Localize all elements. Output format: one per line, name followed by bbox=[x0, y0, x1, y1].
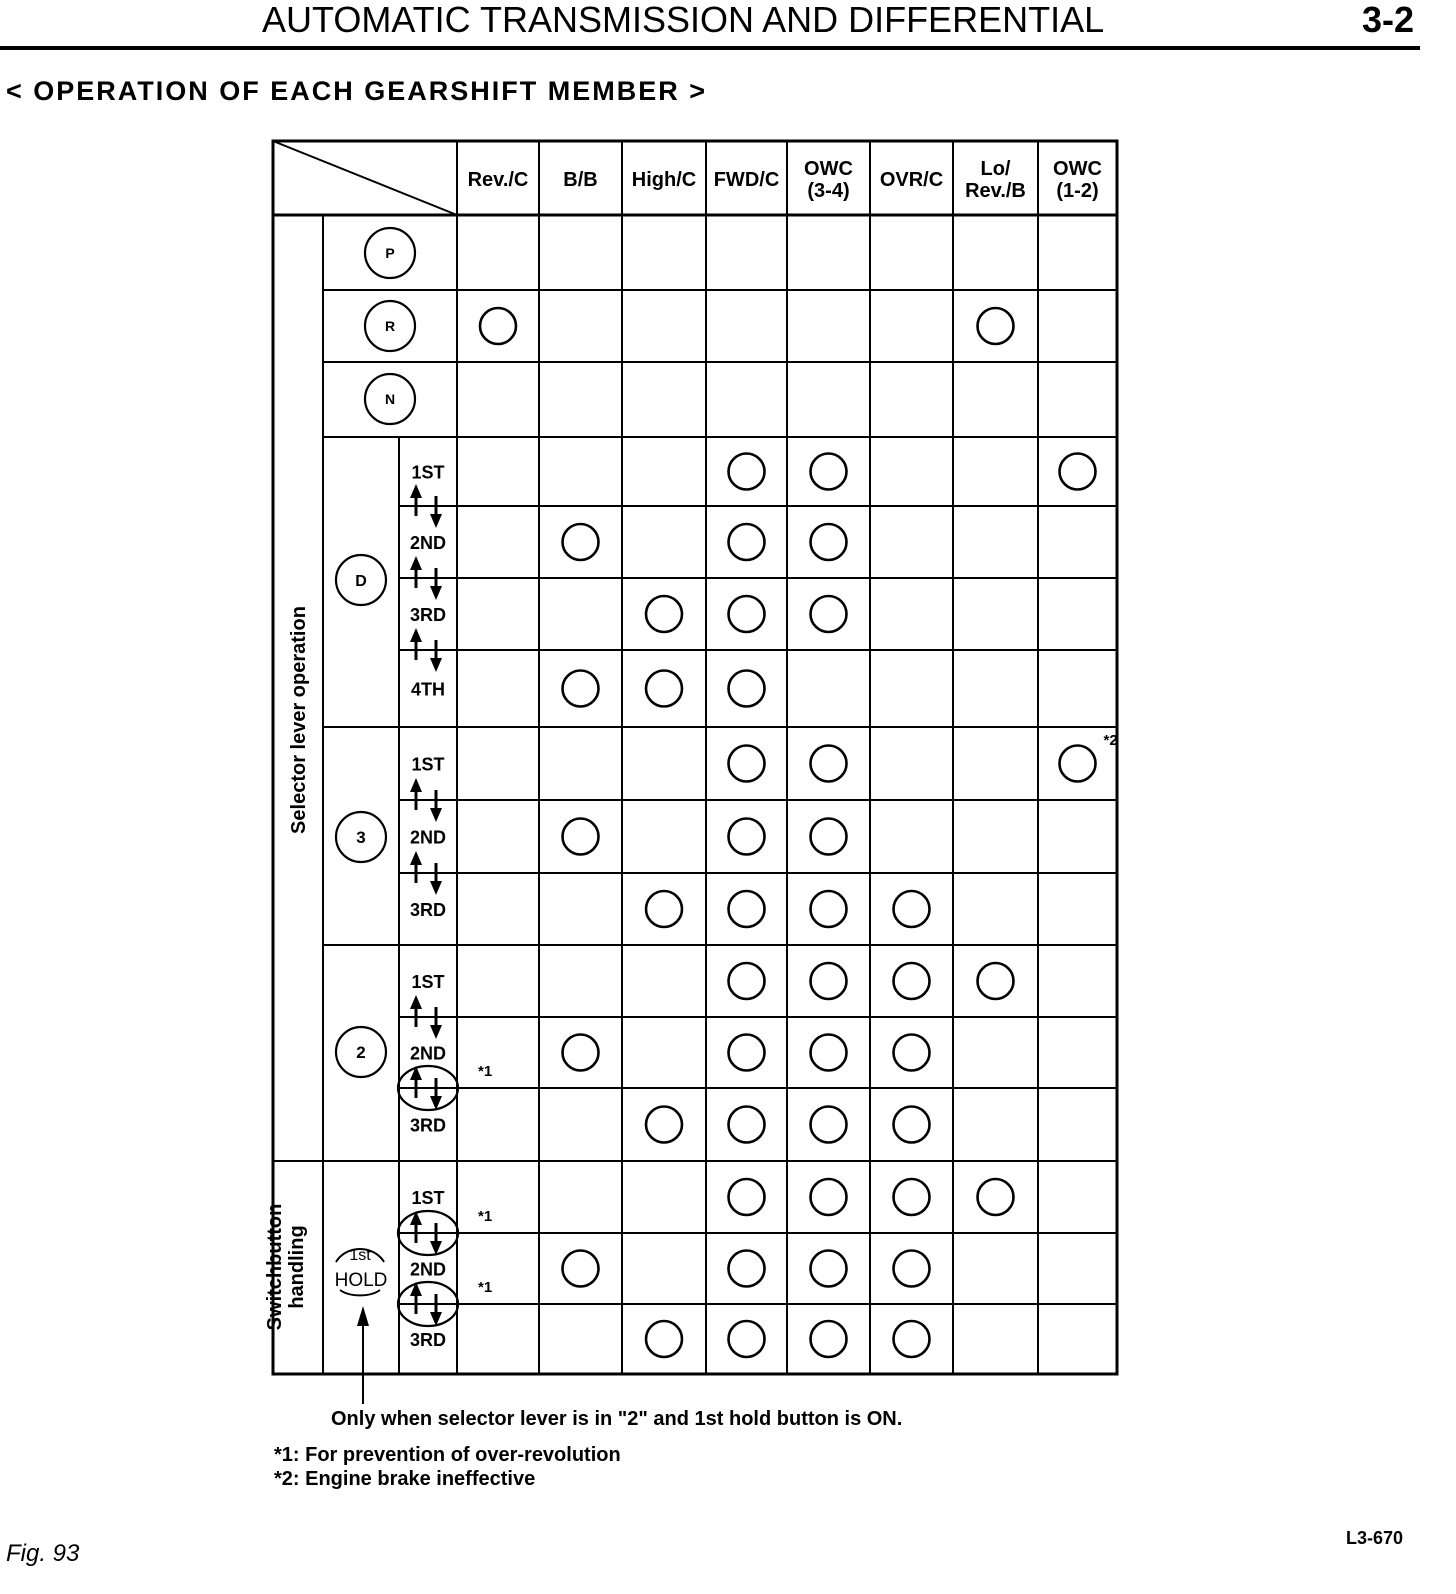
engaged-mark bbox=[563, 1251, 599, 1287]
engaged-mark bbox=[729, 454, 765, 490]
gear-label: 4TH bbox=[410, 679, 446, 700]
column-header: OWC (1-2) bbox=[1053, 158, 1102, 202]
down-arrow-head bbox=[430, 881, 442, 895]
engaged-mark bbox=[894, 1321, 930, 1357]
engaged-mark bbox=[729, 1321, 765, 1357]
engaged-mark bbox=[563, 819, 599, 855]
footnote-1: *1: For prevention of over-revolution bbox=[274, 1444, 621, 1466]
gear-label: 3RD bbox=[409, 605, 447, 625]
footnote-marker-1: *1 bbox=[478, 1063, 493, 1080]
figure-code: L3-670 bbox=[1346, 1528, 1404, 1548]
hold-label-hold: HOLD bbox=[334, 1270, 388, 1291]
engaged-mark bbox=[1060, 454, 1096, 490]
engaged-mark bbox=[811, 596, 847, 632]
position-2-label: 2 bbox=[356, 1043, 366, 1063]
engaged-mark bbox=[729, 963, 765, 999]
diagonal-line bbox=[273, 141, 457, 215]
up-arrow-head bbox=[410, 851, 422, 865]
position-n-label: N bbox=[384, 391, 396, 408]
figure-label: Fig. 93 bbox=[6, 1540, 80, 1567]
position-p-label: P bbox=[385, 245, 395, 262]
engaged-mark bbox=[894, 963, 930, 999]
gear-label: 1ST bbox=[411, 972, 445, 992]
footnote-marker-2: *2 bbox=[1103, 732, 1118, 749]
position-d-label: D bbox=[355, 572, 367, 590]
column-header: OWC (3-4) bbox=[804, 158, 853, 202]
section-title: < OPERATION OF EACH GEARSHIFT MEMBER > bbox=[6, 76, 708, 106]
engaged-mark bbox=[729, 1107, 765, 1143]
column-header: Rev./C bbox=[467, 169, 529, 191]
engaged-mark bbox=[811, 454, 847, 490]
engaged-mark bbox=[894, 1251, 930, 1287]
down-arrow-head bbox=[430, 658, 442, 672]
page-header-title: AUTOMATIC TRANSMISSION AND DIFFERENTIAL bbox=[262, 0, 1105, 40]
switchbutton-label: Switchbuttonhandling bbox=[264, 1203, 308, 1331]
engaged-mark bbox=[894, 891, 930, 927]
gear-label: 2ND bbox=[409, 1259, 447, 1280]
gear-label: 2ND bbox=[409, 827, 447, 848]
up-arrow-head bbox=[410, 628, 422, 642]
gear-label: 3RD bbox=[409, 1330, 447, 1350]
engaged-mark bbox=[811, 1179, 847, 1215]
gear-label: 2ND bbox=[409, 1043, 447, 1064]
gear-label: 3RD bbox=[409, 1115, 447, 1136]
engaged-mark bbox=[811, 891, 847, 927]
engaged-mark bbox=[811, 1321, 847, 1357]
engaged-mark bbox=[646, 1107, 682, 1143]
gear-label: 1ST bbox=[411, 1188, 445, 1208]
hold-pointer-arrow bbox=[357, 1306, 369, 1326]
down-arrow-head bbox=[430, 1025, 442, 1039]
engaged-mark bbox=[646, 1321, 682, 1357]
engaged-mark bbox=[729, 671, 765, 707]
engaged-mark bbox=[1060, 746, 1096, 782]
engaged-mark bbox=[811, 746, 847, 782]
column-header: Lo/ Rev./B bbox=[965, 158, 1026, 202]
engaged-mark bbox=[729, 524, 765, 560]
footnote-2: *2: Engine brake ineffective bbox=[274, 1468, 536, 1490]
down-arrow-head bbox=[430, 808, 442, 822]
selector-lever-label: Selector lever operation bbox=[288, 606, 310, 834]
gear-label: 1ST bbox=[411, 754, 445, 775]
engaged-mark bbox=[729, 746, 765, 782]
gear-label: 3RD bbox=[409, 900, 447, 920]
engaged-mark bbox=[729, 1035, 765, 1071]
gear-label: 1ST bbox=[411, 462, 445, 483]
engaged-mark bbox=[729, 819, 765, 855]
engaged-mark bbox=[646, 596, 682, 632]
section-number: 3-2 bbox=[1362, 0, 1415, 40]
engaged-mark bbox=[811, 1035, 847, 1071]
engaged-mark bbox=[563, 1035, 599, 1071]
hold-note: Only when selector lever is in "2" and 1st hold button is ON. bbox=[331, 1408, 903, 1430]
engaged-mark bbox=[894, 1107, 930, 1143]
engaged-mark bbox=[894, 1179, 930, 1215]
engaged-mark bbox=[480, 308, 516, 344]
column-header: OVR/C bbox=[879, 169, 944, 191]
engaged-mark bbox=[729, 1251, 765, 1287]
position-3-label: 3 bbox=[356, 828, 366, 848]
up-arrow-head bbox=[410, 484, 422, 498]
engaged-mark bbox=[646, 671, 682, 707]
up-arrow-head bbox=[410, 995, 422, 1009]
engaged-mark bbox=[729, 891, 765, 927]
engaged-mark bbox=[978, 963, 1014, 999]
down-arrow-head bbox=[430, 586, 442, 600]
engaged-mark bbox=[811, 963, 847, 999]
column-header: High/C bbox=[631, 169, 697, 191]
position-r-label: R bbox=[384, 318, 396, 335]
engaged-mark bbox=[563, 671, 599, 707]
engaged-mark bbox=[978, 1179, 1014, 1215]
engaged-mark bbox=[811, 819, 847, 855]
gear-label: 2ND bbox=[409, 533, 447, 553]
engaged-mark bbox=[729, 1179, 765, 1215]
footnote-marker-1: *1 bbox=[478, 1208, 493, 1225]
down-arrow-head bbox=[430, 514, 442, 528]
up-arrow-head bbox=[410, 556, 422, 570]
engaged-mark bbox=[811, 524, 847, 560]
hold-label-1st: 1st bbox=[349, 1247, 371, 1264]
engaged-mark bbox=[729, 596, 765, 632]
engaged-mark bbox=[646, 891, 682, 927]
engaged-mark bbox=[563, 524, 599, 560]
column-header: FWD/C bbox=[713, 169, 780, 191]
footnote-marker-1: *1 bbox=[478, 1279, 493, 1296]
engaged-mark bbox=[894, 1035, 930, 1071]
up-arrow-head bbox=[410, 778, 422, 792]
engaged-mark bbox=[978, 308, 1014, 344]
engaged-mark bbox=[811, 1107, 847, 1143]
engaged-mark bbox=[811, 1251, 847, 1287]
column-header: B/B bbox=[563, 169, 598, 191]
